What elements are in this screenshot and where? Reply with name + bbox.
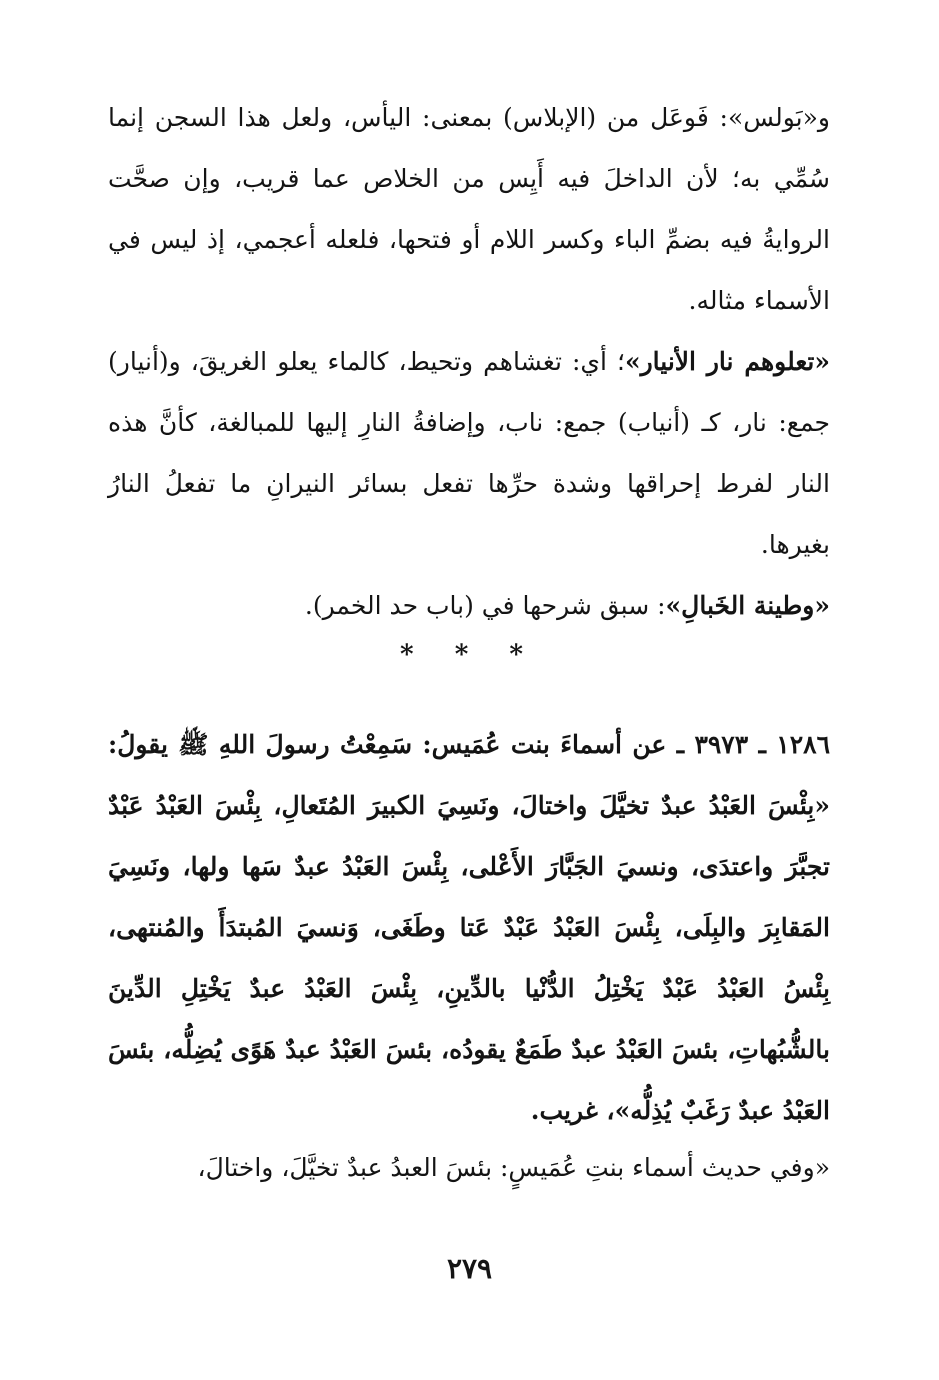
- section-separator: * * *: [400, 640, 539, 670]
- commentary-paragraph-khabal: [108, 575, 830, 636]
- page-number: ٢٧٩: [446, 1252, 493, 1285]
- commentary-paragraph-bulus: [108, 87, 830, 331]
- commentary-paragraph-anyar: [108, 331, 830, 575]
- trailing-paragraph: [108, 1137, 830, 1198]
- paragraph-text: «وفي حديث أسماء بنتِ عُمَيسٍ: بئسَ العبدُ عبدٌ تخيَّلَ، واختالَ،: [197, 1153, 830, 1182]
- quoted-phrase: «تعلوهم نار الأنيار»: [624, 347, 831, 376]
- quoted-phrase: «وطينة الخَبالِ»: [665, 591, 830, 620]
- paragraph-text: [108, 331, 830, 575]
- explanation-text: : سبق شرحها في (باب حد الخمر).: [304, 591, 666, 620]
- explanation-text: ؛ أي: تغشاهم وتحيط، كالماء يعلو الغريقَ، و(أنيار) جمع: نار، كـ (أنياب) جمع: ناب، وإضافةُ النارِ إليها للمبالغة، كأنَّ هذه النار لفرط إحراقها وشدة حرِّها تفعل بسائر النيرانِ ما تفعلُ النارُ بغيرها.: [108, 347, 831, 559]
- paragraph-text: [108, 575, 830, 636]
- paragraph-text: و«بَولس»: فَوعَل من (الإبلاس) بمعنى: اليأس، ولعل هذا السجن إنما سُمِّي به؛ لأن الداخلَ فيه أَيِس من الخلاص عما قريب، وإن صحَّت الروايةُ فيه بضمِّ الباء وكسر اللام أو فتحها، فلعله أعجمي، إذ ليس في الأسماء مثاله.: [108, 103, 830, 315]
- hadith-text: ١٢٨٦ ـ ٣٩٧٣ ـ عن أسماءَ بنت عُمَيس: سَمِعْتُ رسولَ اللهِ ﷺ يقولُ: «بِئْسَ العَبْدُ عبدٌ تخيَّلَ واختالَ، ونَسِيَ الكبيرَ المُتَعالِ، بِئْسَ العَبْدُ عَبْدٌ تجبَّرَ واعتدَى، ونسيَ الجَبَّارَ الأَعْلى، بِئْسَ العَبْدُ عبدٌ سَها ولها، ونَسِيَ المَقابِرَ والبِلَى، بِئْسَ العَبْدُ عَبْدٌ عَتا وطَغَى، وَنسيَ المُبتدَأَ والمُنتهى، بِئْسُ العَبْدُ عَبْدٌ يَخْتِلُ الدُّنْيا بالدِّينِ، بِئْسَ العَبْدُ عبدٌ يَخْتِلِ الدِّينَ بالشُّبُهاتِ، بئسَ العَبْدُ عبدٌ طَمَعٌ يقودُه، بئسَ العَبْدُ عبدٌ هَوًى يُضِلُّه، بئسَ العَبْدُ عبدٌ رَغَبٌ يُذِلُّه»، غريب.: [108, 730, 830, 1125]
- hadith-paragraph: [108, 714, 830, 1141]
